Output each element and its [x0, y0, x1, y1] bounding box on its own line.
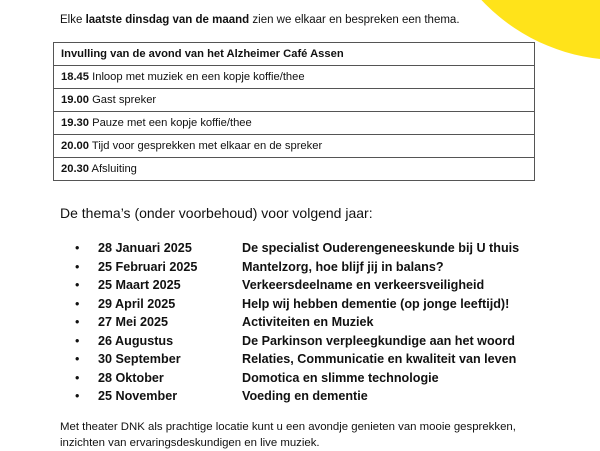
schedule-cell: [54, 112, 535, 135]
bullet-icon: •: [75, 389, 80, 403]
footer-line: Met theater DNK als prachtige locatie kunt u een avondje genieten van mooie gesprekken,: [60, 421, 516, 433]
intro-text: [60, 14, 460, 26]
theme-topic: Activiteiten en Muziek: [242, 315, 374, 329]
theme-item: [60, 258, 580, 277]
schedule-cell: [54, 135, 535, 158]
theme-date: 25 Maart 2025: [98, 278, 181, 292]
theme-date: 27 Mei 2025: [98, 315, 169, 329]
theme-item: [60, 239, 580, 258]
schedule-cell: [54, 89, 535, 112]
theme-topic: De Parkinson verpleegkundige aan het woord: [242, 333, 515, 348]
theme-item: [60, 350, 580, 369]
theme-date: 29 April 2025: [98, 296, 176, 311]
theme-date: 30 September: [98, 352, 181, 366]
schedule-time: 18.45: [61, 71, 89, 83]
theme-topic: Domotica en slimme technologie: [242, 370, 439, 385]
schedule-activity: Inloop met muziek en een kopje koffie/thee: [89, 71, 305, 83]
bullet-icon: •: [75, 296, 80, 311]
schedule-row: [54, 66, 535, 89]
schedule-row: [54, 158, 535, 181]
bullet-icon: •: [75, 333, 80, 348]
theme-date: 28 Januari 2025: [98, 241, 192, 255]
theme-topic: Mantelzorg, hoe blijf jij in balans?: [242, 259, 444, 274]
bullet-icon: •: [75, 352, 80, 366]
theme-item: [60, 332, 580, 351]
schedule-cell: [54, 158, 535, 181]
theme-item: [60, 276, 580, 295]
schedule-row: [54, 89, 535, 112]
evening-schedule-table: [53, 42, 535, 181]
schedule-activity: Pauze met een kopje koffie/thee: [89, 117, 252, 129]
theme-item: [60, 387, 580, 406]
theme-topic: Verkeersdeelname en verkeersveiligheid: [242, 278, 485, 292]
bullet-icon: •: [75, 278, 80, 292]
theme-item: [60, 295, 580, 314]
intro-highlight: laatste dinsdag van de maand: [85, 14, 250, 26]
schedule-title-row: [54, 43, 535, 66]
theme-topic: Relaties, Communicatie en kwaliteit van leven: [242, 352, 517, 366]
theme-list: [60, 239, 580, 406]
bullet-icon: •: [75, 315, 80, 329]
schedule-cell: [54, 66, 535, 89]
schedule-activity: Afsluiting: [89, 163, 137, 175]
theme-topic: De specialist Ouderengeneeskunde bij U thuis: [242, 241, 520, 255]
schedule-time: 20.00: [61, 140, 89, 152]
schedule-time: 19.30: [61, 117, 89, 129]
themes-heading: De thema’s (onder voorbehoud) voor volgend jaar:: [60, 205, 373, 221]
bullet-icon: •: [75, 259, 80, 274]
bullet-icon: •: [75, 241, 80, 255]
schedule-activity: Tijd voor gesprekken met elkaar en de spreker: [89, 140, 323, 152]
intro-suffix: zien we elkaar en bespreken een thema.: [249, 14, 460, 26]
theme-date: 26 Augustus: [98, 333, 174, 348]
theme-date: 25 Februari 2025: [98, 259, 198, 274]
intro-prefix: Elke: [60, 14, 86, 26]
schedule-activity: Gast spreker: [89, 94, 157, 106]
footer-paragraph: [60, 419, 580, 451]
schedule-row: [54, 135, 535, 158]
theme-item: [60, 313, 580, 332]
schedule-time: 20.30: [61, 163, 89, 175]
schedule-time: 19.00: [61, 94, 89, 106]
theme-date: 28 Oktober: [98, 370, 164, 385]
theme-topic: Voeding en dementie: [242, 389, 368, 403]
theme-item: [60, 369, 580, 388]
schedule-title: Invulling van de avond van het Alzheimer Café Assen: [54, 43, 535, 66]
theme-topic: Help wij hebben dementie (op jonge leeftijd)!: [242, 296, 510, 311]
theme-date: 25 November: [98, 389, 178, 403]
schedule-row: [54, 112, 535, 135]
footer-line: inzichten van ervaringsdeskundigen en live muziek.: [60, 437, 320, 449]
bullet-icon: •: [75, 370, 80, 385]
